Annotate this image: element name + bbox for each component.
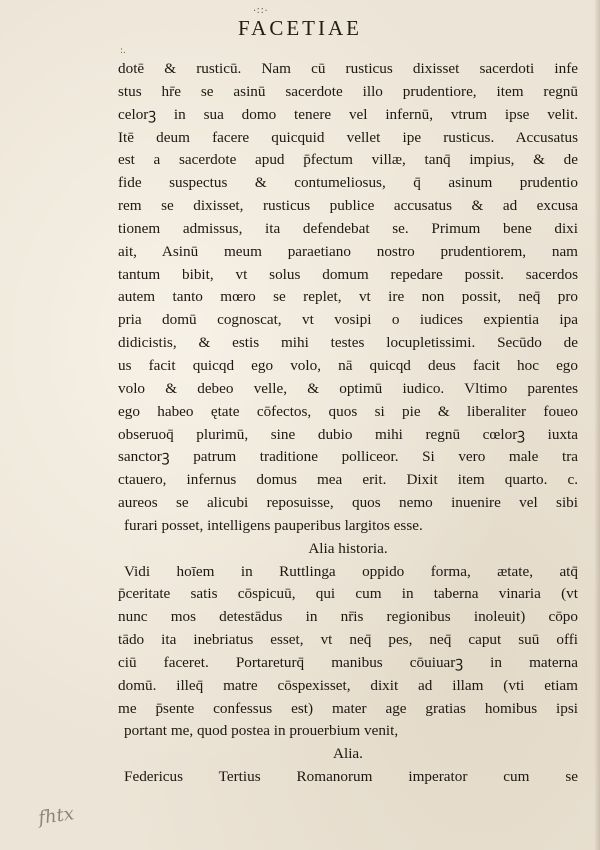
text-line: domū. illeq̄ matre cōspexisset, dixit ad illam (vti etiam	[118, 676, 578, 694]
text-line: portant me, quod postea in prouerbium venit,	[124, 722, 399, 740]
section-heading: Alia.	[333, 745, 363, 763]
text-line: ciū faceret. Portareturq̄ manibus cōuiuarꝫ in materna	[118, 653, 578, 671]
page-edge-shadow	[594, 0, 600, 850]
text-line: aureos se alicubi reposuisse, quos nemo inuenire vel sibi	[118, 494, 578, 512]
text-block	[118, 58, 578, 789]
text-line: didicistis, & estis mihi testes locupletissimi. Secūdo de	[118, 334, 578, 352]
text-line: rem se dixisset, rusticus publice accusatus & ad excusa	[118, 197, 578, 215]
text-line: sanctorꝫ patrum traditione polliceor. Si vero male tra	[118, 448, 578, 466]
text-line: fide suspectus & contumeliosus, q̄ asinum prudentio	[118, 174, 578, 192]
text-line: dotē & rusticū. Nam cū rusticus dixisset sacerdoti infe	[118, 60, 578, 77]
text-line: ait, Asinū meum paraetiano nostro prudentiorem, nam	[118, 242, 578, 260]
margin-ink-mark: :.	[120, 46, 126, 56]
text-line: Vidi hoīem in Ruttlinga oppido forma, ætate, atq̄	[124, 562, 578, 580]
text-line: nunc mos detestādus in nr̄is regionibus inoleuit) cōpo	[118, 608, 578, 626]
text-line: stus hr̄e se asinū sacerdote illo prudentiore, item regnū	[118, 82, 578, 100]
text-line: tādo ita inebriatus esset, vt neq̄ pes, neq̄ caput suū offi	[118, 631, 578, 649]
top-ink-mark: ·∷·	[253, 6, 269, 17]
text-line: Federicus Tertius Romanorum imperator cum se	[124, 768, 578, 786]
text-line: obseruoq̄ plurimū, sine dubio mihi regnū cœlorꝫ iuxta	[118, 425, 578, 443]
text-line: volo & debeo velle, & optimū iudico. Vltimo parentes	[118, 379, 578, 397]
text-line: p̄ceritate satis cōspicuū, qui cum in taberna vinaria (vt	[118, 585, 578, 603]
text-line: tantum bibit, vt solus domum repedare possit. sacerdos	[118, 265, 578, 283]
text-line: pria domū cognoscat, vt vosipi o iudices expientia ipa	[118, 311, 578, 329]
text-line: Itē deum facere quicquid vellet ipe rusticus. Accusatus	[118, 128, 578, 146]
text-line: us facit quicqd ego volo, nā quicqd deus facit hoc ego	[118, 356, 578, 374]
text-line: me p̄sente confessus est) mater age gratias homibus ipsi	[118, 699, 578, 717]
running-title: FACETIAE	[238, 16, 362, 40]
text-line: autem tanto mœro se replet, vt ire non possit, neq̄ pro	[118, 288, 578, 306]
text-line: furari posset, intelligens pauperibus largitos esse.	[124, 516, 423, 534]
text-line: celorꝫ in sua domo tenere vel infernū, vtrum ipse velit.	[118, 105, 578, 123]
handwritten-note: fhtx	[37, 803, 76, 829]
text-line: tionem admissus, ita defendebat se. Primum bene dixi	[118, 219, 578, 237]
text-line: est a sacerdote apud p̄fectum villæ, tanq̄ impius, & de	[118, 151, 578, 169]
section-heading: Alia historia.	[308, 539, 388, 557]
text-line: ego habeo ętate cōfectos, quos si pie & liberaliter foueo	[118, 402, 578, 420]
text-line: ctauero, infernus domus mea erit. Dixit item quarto. c.	[118, 471, 578, 489]
